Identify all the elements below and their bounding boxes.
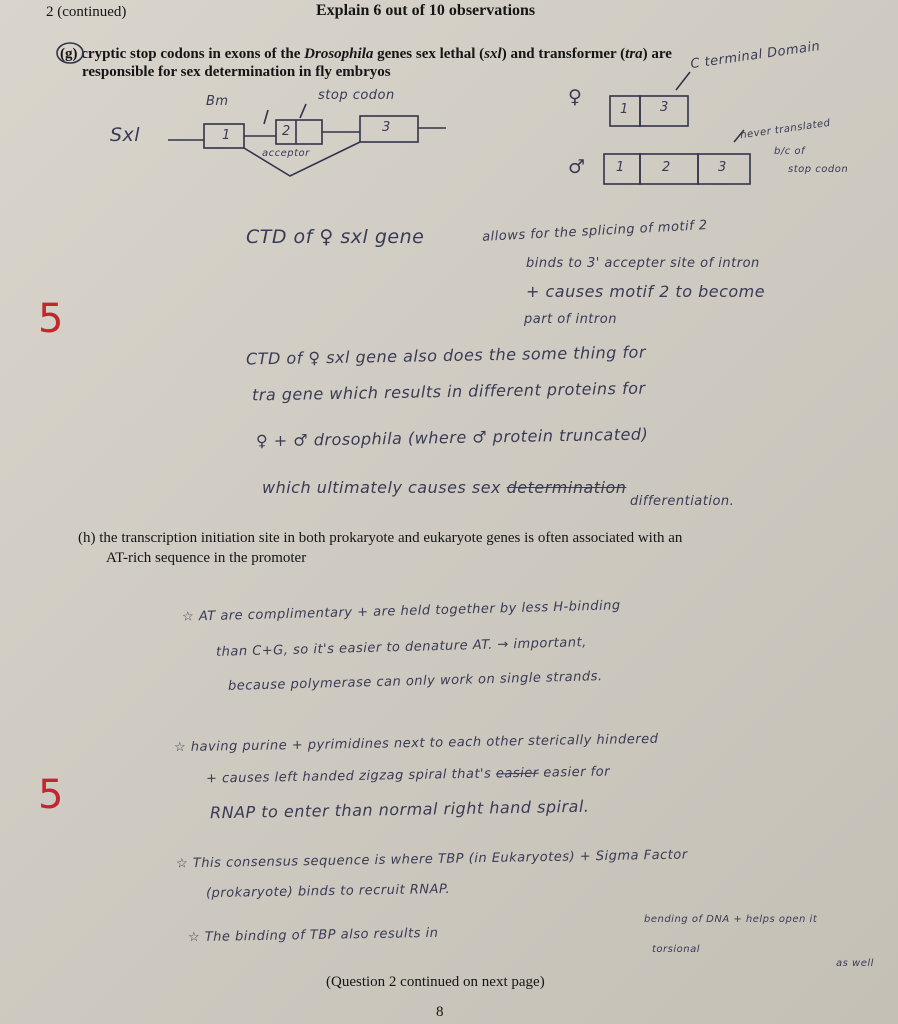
answer-h-bullet4-insert: bending of DNA + helps open it [644,914,818,925]
sxl-gene-label: Sxl [110,124,141,146]
male-exon-3: 3 [718,160,727,175]
male-symbol: ♂ [568,156,586,178]
answer-h-bullet2: ☆ having purine + pyrimidines next to each other sterically hindered [173,731,659,756]
answer-h-bullet4: ☆ The binding of TBP also results in [187,925,439,946]
question-h-label: (h) [78,530,96,546]
continued-label: 2 (continued) [46,4,127,20]
answer-g-line3: + causes motif 2 to become [526,282,766,301]
answer-g-line7: ♀ + ♂ drosophila (where ♂ protein truncated) [255,424,649,451]
question-h-line2: AT-rich sequence in the promoter [106,550,307,566]
answer-g-line9: differentiation. [630,494,735,509]
question-g-label: (g) [60,46,78,62]
answer-h-bullet1-line2: than C+G, so it's easier to denature AT. → important, [215,635,587,660]
question-g-line1: (g) cryptic stop codons in exons of the Drosophila genes sex lethal (sxl) and transformer (tra) are [60,46,672,62]
answer-g-line1b: allows for the splicing of motif 2 [481,218,709,245]
question-h-line1: (h) the transcription initiation site in both prokaryote and eukaryote genes is often associated with an [78,530,683,546]
female-exon-1: 1 [620,102,629,117]
stop-codon2-label: stop codon [788,164,849,175]
stop-codon-label: stop codon [318,88,395,103]
male-exon-2: 2 [662,160,671,175]
answer-g-line8: which ultimately causes sex determination [262,478,627,497]
answer-h-bullet2-line2: + causes left handed zigzag spiral that's easier easier for [205,764,611,787]
sxl-exon-1: 1 [222,128,231,143]
answer-g-line5: CTD of ♀ sxl gene also does the some thing for [245,342,647,369]
never-translated-label: never translated [739,117,832,142]
answer-h-bullet1: ☆ AT are complimentary + are held together by less H-binding [181,598,621,625]
footer-continued: (Question 2 continued on next page) [326,974,545,990]
answer-h-bullet1-line3: because polymerase can only work on single strands. [227,669,603,694]
answer-h-bullet4-aswell: as well [836,958,874,969]
sxl-exon-3: 3 [382,120,391,135]
grade-g: 5 [38,296,64,342]
bc-of-label: b/c of [774,146,806,157]
c-terminal-label: C terminal Domain [689,38,822,73]
page-number: 8 [436,1004,444,1020]
answer-g-line4: part of intron [524,312,617,327]
male-exon-1: 1 [616,160,625,175]
acceptor-label: acceptor [262,148,310,159]
female-exon-3: 3 [660,100,669,115]
female-symbol: ♀ [568,86,583,108]
answer-g-line1: CTD of ♀ sxl gene [246,226,425,248]
answer-h-bullet3: ☆ This consensus sequence is where TBP (in Eukaryotes) + Sigma Factor [175,847,688,872]
sxl-exon-2: 2 [282,124,291,139]
grade-h: 5 [38,772,64,818]
sxl-gene-diagram [0,0,898,200]
answer-g-line2: binds to 3' accepter site of intron [526,256,760,271]
answer-h-bullet2-line3: RNAP to enter than normal right hand spiral. [209,796,590,823]
answer-g-line6: tra gene which results in different proteins for [251,378,646,405]
instruction-heading: Explain 6 out of 10 observations [316,2,536,19]
answer-h-bullet4-torsional: torsional [652,944,701,955]
question-g-line2: responsible for sex determination in fly embryos [82,64,391,80]
answer-h-bullet3-line2: (prokaryote) binds to recruit RNAP. [205,881,451,902]
bracket-label: Bm [206,94,229,109]
